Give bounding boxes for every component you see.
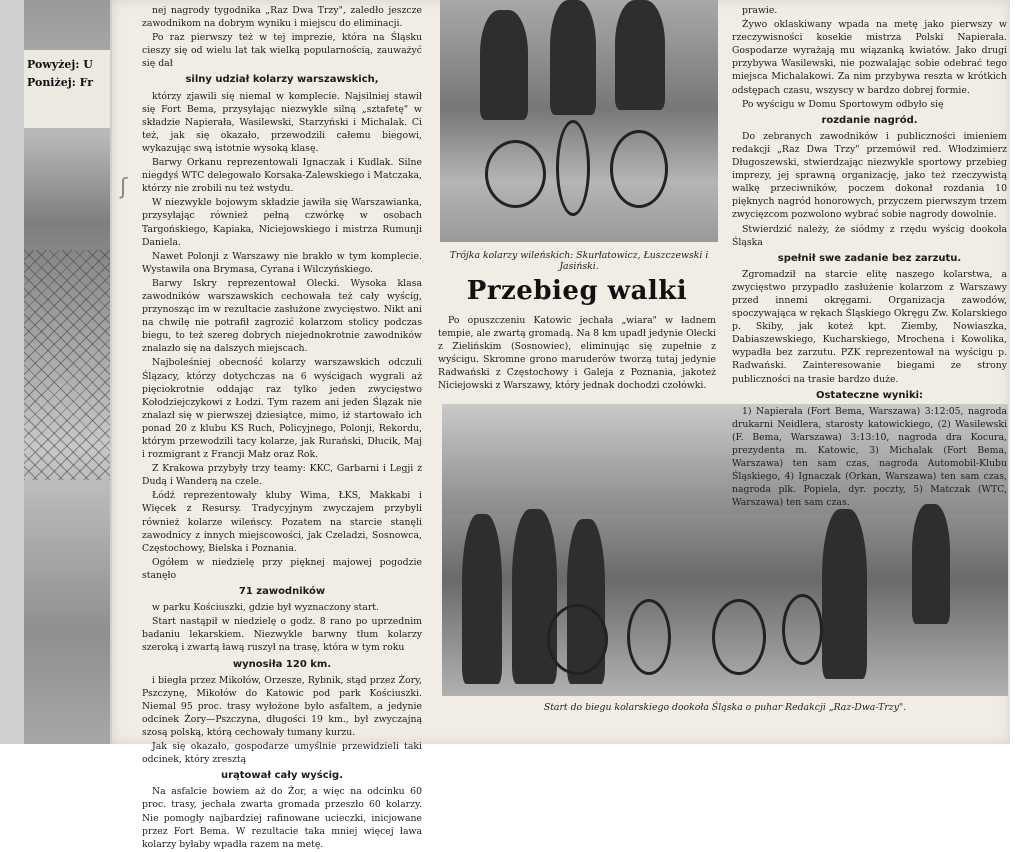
photo-caption-top: Trójka kolarzy wileńskich: Skurłatowicz, Łuszczewski i Jasiński. xyxy=(449,250,709,272)
photo-caption-bottom: Start do biegu kolarskiego dookoła Śląska o puhar Redakcji „Raz-Dwa-Trzy". xyxy=(543,702,907,713)
bicycle-wheel xyxy=(485,140,546,208)
section-heading: spełnił swe zadanie bez zarzutu. xyxy=(777,252,962,264)
section-heading: Ostateczne wyniki: xyxy=(815,389,924,401)
fence-photo xyxy=(24,250,110,480)
section-heading: silny udział kolarzy warszawskich, xyxy=(185,74,379,86)
paragraph: Na asfalcie bowiem aż do Żor, a więc na odcinku 60 proc. trasy, jechała zwarta gromada przeszło 60 kolarzy. Nie pomogły najbardziej rafinowane ucieczki, inicjowane przez Fort Bema. W rezultacie taka mniej więcej ława kolarzy byłaby wpadła razem na metę. xyxy=(142,786,422,850)
section-heading: rozdanie nagród. xyxy=(821,114,918,126)
paragraph: Ogółem w niedzielę przy pięknej majowej pogodzie stanęło xyxy=(142,556,422,581)
page-edge xyxy=(1010,0,1024,744)
paragraph: W niezwykle bojowym składzie jawiła się Warszawianka, przysyłając również pełną czwórkę w osobach Targońskiego, Kapiaka, Niciejowskiego i mistrza Rumunji Daniela. xyxy=(142,197,422,248)
paragraph: Zgromadził na starcie elitę naszego kolarstwa, a zwycięstwo przypadło zasłużenie kolarzom z Warszawy przed innemi okręgami. Organizacja zawodów, spoczywająca w rękach Śląskiego Okręgu Zw. Kolarskiego p. Skiby, jak koteż kpt. Ziemby, Nowiaszka, Dabiaszewskiego, Kucharskiego, Mrochena i Kowolika, wypadła bez zarzutu. PZK reprezentował na wyścigu p. Radwański. Zainteresowanie biegami ze strony publiczności na trasie bardzo duże. xyxy=(732,268,1007,385)
paragraph: Barwy Iskry reprezentował Olecki. Wysoka klasa zawodników warszawskich cechowała też cały wyścig, przynosząc im w rezultacie zasłużone zwycięstwo. Nikt ani na chwilę nie potrafił zagrozić kolarzom stolicy podczas biegu, to też szereg dobrych niejednokrotnie zawodników znalazło się na dalszych miejscach. xyxy=(142,277,422,355)
spectator-figure xyxy=(512,509,557,684)
cyclist-figure xyxy=(550,0,596,115)
paragraph: prawie. xyxy=(742,5,778,16)
article-column-2 xyxy=(438,314,716,394)
paragraph: nej nagrody tygodnika „Raz Dwa Trzy", zaledło jeszcze zawodnikom na dobrym wyniku i miejscu do eliminacji. xyxy=(142,5,422,30)
paragraph: Start nastąpił w niedzielę o godz. 8 rano po uprzednim badaniu lekarskiem. Niezwykle barwny tłum kolarzy szeroką i zwartą ławą ruszył na trasę, która w tym roku xyxy=(142,616,422,654)
section-heading: 71 zawodników xyxy=(238,586,326,598)
adjacent-page-scan xyxy=(0,0,112,744)
spectator-figure xyxy=(912,504,950,624)
paragraph: Jak się okazało, gospodarze umyślnie przewidzieli taki odcinek, który zresztą xyxy=(142,741,422,766)
article-headline: Przebieg walki xyxy=(466,276,688,306)
cyclist-figure xyxy=(480,10,528,120)
spectator-figure xyxy=(822,509,867,679)
photo-cyclists-trio xyxy=(440,0,718,242)
paragraph: i biegła przez Mikołów, Orzesze, Rybnik, stąd przez Żory, Pszczynę, Mikołów do Katowic pod park Kościuszki. Niemal 95 proc. trasy wyłożone było asfaltem, a jedynie odcinek Żory—Pszczyna, długości 19 km., był zwyczajną szosą polską, którą cechowały tumany kurzu. xyxy=(142,674,422,738)
paragraph: Po opuszczeniu Katowic jechała „wiara" w ładnem tempie, ale zwartą gromadą. Na 8 km upadł jedynie Olecki z Zielińskim (Sosnowiec), eliminując się zupełnie z wyścigu. Skromne grono maruderów tworzą tutaj jedynie Radwański z Częstochowy i Galeja z Poznania, jakoteż Niciejowski z Warszawy, który jednak dochodzi czołówki. xyxy=(438,315,716,392)
caption-line-1: Powyżej: U xyxy=(27,58,93,71)
bicycle-wheel xyxy=(627,599,671,675)
paragraph: w parku Kościuszki, gdzie był wyznaczony start. xyxy=(152,602,379,614)
spectator-figure xyxy=(462,514,502,684)
paragraph: Żywo oklaskiwany wpada na metę jako pierwszy w rzeczywisności kosekie mistrza Polski Napierała. Gospodarze wyrażają mu wiązanką kwiatów. Jako drugi przybywa Wasilewski, nie pozwalając sobie odebrać tego miejsca Michalakowi. Za nim przybywa reszta w krótkich odstępach czasu, wszyscy w bardzo dobrej formie. xyxy=(732,19,1007,96)
paragraph: Barwy Orkanu reprezentowali Ignaczak i Kudlak. Silne niegdyś WTC delegowało Korsaka-Zalewskiego i Matczaka, którzy nie zrobili nu też wstydu. xyxy=(142,157,422,195)
bicycle-wheel xyxy=(610,130,668,208)
section-heading: urątował cały wyścig. xyxy=(220,770,344,782)
bicycle-wheel xyxy=(547,604,608,675)
paragraph: Z Krakowa przybyły trzy teamy: KKC, Garbarni i Legji z Dudą i Wanderą na czele. xyxy=(142,463,422,488)
article-column-1 xyxy=(142,4,422,852)
cyclist-figure xyxy=(615,0,665,110)
paragraph: którzy zjawili się niemal w komplecie. Najsilniej stawił się Fort Bema, przysyłając niezwykle silną „sztafetę" w składzie Napierała, Wasilewski, Starzyński i Michalak. Ci też, jak się okazało, przewodzili całemu biegowi, wykazując swą istotnie wysoką klasę. xyxy=(142,90,422,154)
caption-line-2: Poniżej: Fr xyxy=(27,76,94,89)
paragraph: Stwierdzić należy, że siódmy z rzędu wyścig dookoła Śląska xyxy=(732,223,1007,248)
adjacent-page-caption xyxy=(24,50,110,128)
bicycle-wheel xyxy=(782,594,823,665)
paragraph: Do zebranych zawodników i publiczności imieniem redakcji „Raz Dwa Trzy" przemówił red. Włodzimierz Długoszewski, stwierdzając niezwykle sportowy przebieg imprezy, jej sprawną organizację, jako też rzeczywistą walkę przeciwników, poczem dokonał rozdania 10 pięknych nagród honorowych, przyczem pierwszym trzem zwycięzcom pozwolono wybrać sobie nagrody dowolnie. xyxy=(732,130,1007,221)
paragraph: Po wyścigu w Domu Sportowym odbyło się xyxy=(742,98,944,110)
section-heading: wynosiła 120 km. xyxy=(232,658,332,670)
bicycle-wheel xyxy=(712,599,766,675)
paragraph: Nawet Polonji z Warszawy nie brakło w tym komplecie. Wystawiła ona Brymasa, Cyrana i Wilczyńskiego. xyxy=(142,250,422,275)
paragraph: Łódź reprezentowały kluby Wima, ŁKS, Makkabi i Więcek z Resursy. Tradycyjnym zwyczajem przybyli również kolarze wileńscy. Pozatem na starcie stanęli zawodnicy z innych miejscowości, jak Czeladzi, Sosnowca, Częstochowy, Bielska i Poznania. xyxy=(142,490,422,554)
pencil-mark: ʃ xyxy=(120,175,128,200)
article-column-3 xyxy=(732,4,1007,510)
paragraph: Najboleśniej obecność kolarzy warszawskich odczuli Ślązacy, którzy dotychczas na 6 wyścigach wygrali aż pięciokrotnie oddając raz tylko jeden zwycięstwo Kołodziejczykowi z Łodzi. Tym razem ani jeden Ślązak nie znalazł się w pierwszej dziesiątce, mimo, iż startowało ich ponad 20 z klubu KS Ruch, Policyjnego, Polonji, Rekordu, którym przewodzili tacy kolarze, jak Rurański, Dłucik, Maj i rozmigrant z Francji Małz oraz Rok. xyxy=(142,357,422,461)
results-list: 1) Napierała (Fort Bema, Warszawa) 3:12:05, nagroda drukarni Neidlera, starosty katowickiego, (2) Wasilewski (F. Bema, Warszawa) 3:13:10, nagroda dra Kocura, prezydenta m. Katowic, 3) Michalak (Fort Bema, Warszawa) ten sam czas, nagroda Automobil-Klubu Śląskiego, 4) Ignaczak (Orkan, Warszawa) ten sam czas, nagroda plk. Popiela, dyr. poczty, 5) Matczak (WTC, Warszawa) ten sam czas. xyxy=(732,405,1007,509)
paragraph: Po raz pierwszy też w tej imprezie, która na Śląsku cieszy się od wielu lat tak wielką popularnością, zauważyć się dał xyxy=(142,32,422,70)
bicycle-wheel xyxy=(556,120,590,216)
